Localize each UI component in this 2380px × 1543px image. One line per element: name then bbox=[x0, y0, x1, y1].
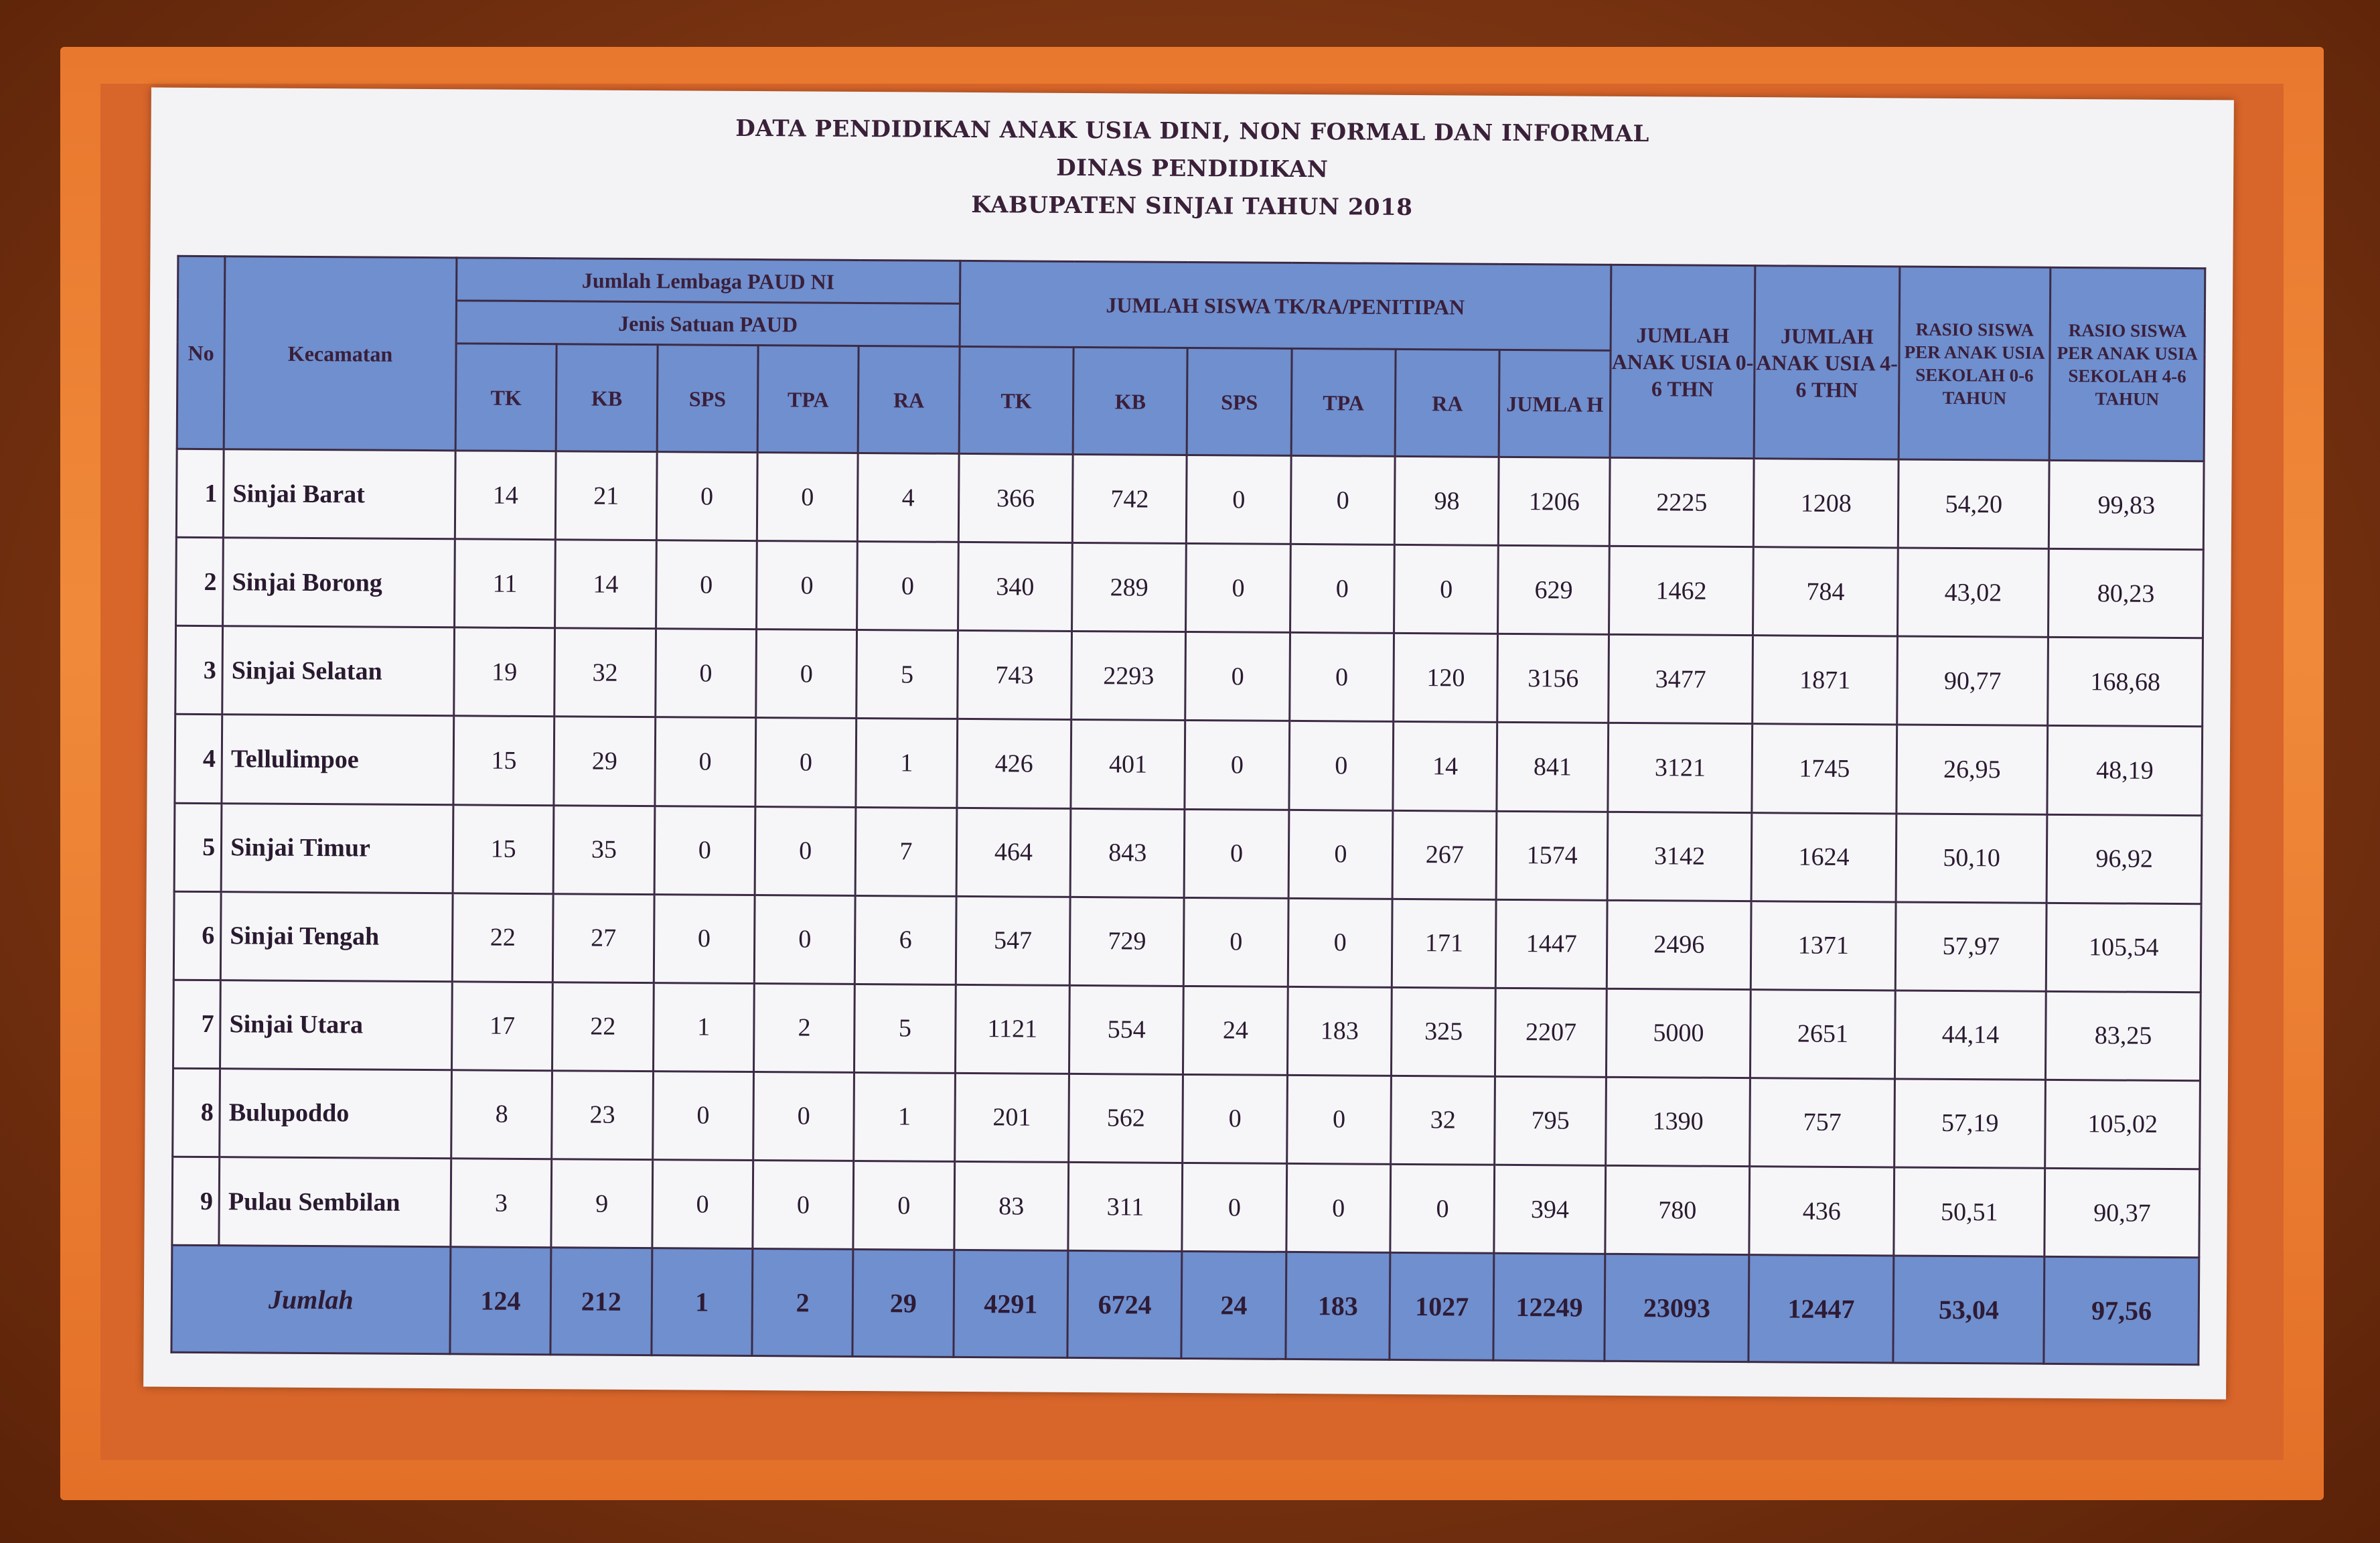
table-cell: 0 bbox=[1288, 898, 1392, 987]
table-cell: 0 bbox=[1185, 809, 1289, 898]
table-cell: 6 bbox=[855, 895, 956, 984]
header-lembaga-sps: SPS bbox=[657, 345, 758, 453]
table-cell: 340 bbox=[958, 542, 1072, 632]
total-cell: 2 bbox=[752, 1249, 853, 1357]
table-cell: 83,25 bbox=[2046, 991, 2201, 1081]
total-cell: 183 bbox=[1286, 1252, 1390, 1360]
table-cell: 436 bbox=[1749, 1167, 1894, 1256]
table-cell: 14 bbox=[455, 451, 556, 540]
table-cell: 1206 bbox=[1499, 457, 1610, 546]
total-cell: 212 bbox=[550, 1248, 652, 1355]
table-cell: 0 bbox=[753, 1161, 854, 1250]
table-cell: 757 bbox=[1750, 1078, 1894, 1167]
table-cell: 1447 bbox=[1496, 899, 1607, 988]
table-cell: 1 bbox=[856, 719, 957, 808]
table-cell: 0 bbox=[1184, 897, 1288, 986]
table-cell: 289 bbox=[1072, 543, 1187, 632]
table-cell: 0 bbox=[1390, 1164, 1495, 1253]
table-cell: 0 bbox=[1289, 721, 1394, 810]
table-cell: 366 bbox=[958, 453, 1073, 542]
table-cell: 0 bbox=[757, 453, 858, 542]
header-jenis-group: Jenis Satuan PAUD bbox=[456, 301, 960, 347]
table-cell: 2207 bbox=[1495, 988, 1607, 1077]
table-cell: 43,02 bbox=[1897, 548, 2049, 638]
title-line-2: DINAS PENDIDIKAN bbox=[1056, 154, 1329, 183]
kecamatan-name: Sinjai Tengah bbox=[220, 891, 453, 981]
kecamatan-name: Sinjai Utara bbox=[220, 980, 453, 1070]
header-siswa-ra: RA bbox=[1395, 349, 1499, 457]
table-cell: 0 bbox=[753, 1072, 854, 1161]
table-row bbox=[175, 715, 2203, 816]
table-cell: 0 bbox=[857, 542, 958, 631]
table-cell: 780 bbox=[1605, 1165, 1750, 1254]
total-cell: 1027 bbox=[1390, 1252, 1494, 1360]
header-rasio-0-6: RASIO SISWA PER ANAK USIA SEKOLAH 0-6 TAHUN bbox=[1899, 267, 2051, 460]
kecamatan-name: Sinjai Selatan bbox=[222, 626, 455, 716]
table-cell: 90,37 bbox=[2044, 1168, 2199, 1258]
table-cell: 394 bbox=[1494, 1165, 1605, 1254]
table-cell: 729 bbox=[1069, 897, 1184, 986]
table-cell: 0 bbox=[754, 895, 855, 984]
table-cell: 27 bbox=[553, 893, 654, 982]
total-cell: 12447 bbox=[1749, 1255, 1893, 1363]
table-cell: 201 bbox=[954, 1073, 1069, 1162]
table-cell: 3142 bbox=[1607, 812, 1752, 901]
header-lembaga-tk: TK bbox=[455, 344, 556, 451]
table-cell: 54,20 bbox=[1898, 459, 2049, 549]
row-number: 2 bbox=[176, 537, 224, 626]
table-row bbox=[173, 980, 2201, 1081]
table-cell: 5000 bbox=[1606, 988, 1751, 1078]
row-number: 6 bbox=[173, 891, 221, 980]
table-cell: 547 bbox=[956, 896, 1070, 985]
header-no: No bbox=[177, 256, 225, 449]
table-cell: 311 bbox=[1068, 1162, 1183, 1251]
table-cell: 83 bbox=[954, 1161, 1069, 1250]
table-cell: 0 bbox=[655, 629, 756, 718]
table-cell: 23 bbox=[552, 1071, 653, 1160]
table-cell: 843 bbox=[1070, 808, 1185, 897]
header-lembaga-group: Jumlah Lembaga PAUD NI bbox=[456, 258, 960, 304]
paud-data-table bbox=[170, 255, 2206, 1366]
table-cell: 120 bbox=[1394, 634, 1498, 723]
total-cell: 124 bbox=[450, 1247, 551, 1355]
table-cell: 98 bbox=[1394, 456, 1499, 545]
table-cell: 426 bbox=[957, 719, 1071, 808]
table-cell: 0 bbox=[656, 452, 757, 541]
table-cell: 3477 bbox=[1609, 635, 1753, 724]
table-cell: 0 bbox=[1286, 1163, 1391, 1252]
table-cell: 11 bbox=[454, 539, 555, 628]
total-cell: 97,56 bbox=[2044, 1256, 2199, 1364]
table-row bbox=[175, 626, 2203, 727]
table-cell: 2225 bbox=[1609, 457, 1754, 546]
table-cell: 19 bbox=[454, 628, 555, 717]
table-cell: 554 bbox=[1069, 985, 1184, 1074]
table-cell: 401 bbox=[1071, 720, 1185, 809]
document-title bbox=[151, 106, 2234, 232]
table-cell: 841 bbox=[1497, 723, 1608, 812]
table-cell: 14 bbox=[555, 540, 656, 629]
table-cell: 0 bbox=[1286, 1075, 1391, 1164]
table-cell: 7 bbox=[855, 807, 956, 896]
table-cell: 1574 bbox=[1497, 811, 1608, 900]
table-cell: 1871 bbox=[1753, 636, 1897, 725]
table-cell: 0 bbox=[655, 717, 756, 806]
header-kecamatan: Kecamatan bbox=[224, 256, 457, 451]
table-cell: 22 bbox=[452, 893, 553, 982]
table-cell: 0 bbox=[1394, 544, 1499, 634]
table-cell: 21 bbox=[556, 451, 657, 540]
table-cell: 1208 bbox=[1754, 459, 1899, 548]
header-siswa-tpa: TPA bbox=[1291, 348, 1396, 456]
table-cell: 0 bbox=[654, 806, 755, 895]
table-cell: 96,92 bbox=[2047, 814, 2201, 904]
header-lembaga-tpa: TPA bbox=[757, 346, 859, 453]
table-cell: 0 bbox=[1290, 455, 1395, 544]
table-cell: 32 bbox=[554, 628, 656, 717]
table-cell: 1 bbox=[854, 1072, 955, 1161]
table-cell: 1390 bbox=[1606, 1077, 1751, 1166]
table-cell: 9 bbox=[551, 1159, 652, 1248]
table-cell: 0 bbox=[853, 1161, 954, 1250]
table-cell: 0 bbox=[1290, 633, 1394, 722]
table-cell: 0 bbox=[654, 894, 755, 983]
table-row bbox=[176, 449, 2204, 550]
table-cell: 105,54 bbox=[2047, 903, 2201, 993]
table-cell: 0 bbox=[756, 541, 857, 630]
table-cell: 4 bbox=[858, 453, 959, 542]
table-cell: 464 bbox=[956, 808, 1071, 897]
table-cell: 57,19 bbox=[1894, 1079, 2045, 1169]
table-cell: 795 bbox=[1495, 1076, 1606, 1165]
table-cell: 5 bbox=[857, 630, 958, 719]
total-row bbox=[171, 1245, 2199, 1364]
table-cell: 15 bbox=[453, 716, 554, 805]
table-cell: 0 bbox=[1187, 455, 1291, 544]
table-row bbox=[173, 1068, 2201, 1169]
kecamatan-name: Sinjai Timur bbox=[221, 803, 453, 893]
header-siswa-tk: TK bbox=[959, 346, 1073, 454]
table-cell: 105,02 bbox=[2045, 1080, 2200, 1169]
table-cell: 35 bbox=[553, 805, 654, 894]
table-cell: 629 bbox=[1498, 545, 1609, 634]
table-cell: 0 bbox=[756, 630, 857, 719]
row-number: 5 bbox=[174, 803, 222, 892]
table-cell: 0 bbox=[656, 540, 757, 630]
table-cell: 1462 bbox=[1609, 546, 1753, 635]
table-cell: 5 bbox=[854, 984, 956, 1073]
kecamatan-name: Pulau Sembilan bbox=[219, 1157, 451, 1247]
table-cell: 0 bbox=[1185, 632, 1290, 721]
table-cell: 171 bbox=[1392, 899, 1496, 988]
total-label: Jumlah bbox=[171, 1245, 451, 1353]
title-line-1: DATA PENDIDIKAN ANAK USIA DINI, NON FORMAL DAN INFORMAL bbox=[735, 115, 1650, 148]
table-cell: 14 bbox=[1393, 722, 1497, 811]
total-cell: 6724 bbox=[1067, 1251, 1182, 1359]
table-row bbox=[174, 803, 2202, 904]
table-cell: 1624 bbox=[1751, 812, 1896, 901]
table-cell: 0 bbox=[652, 1160, 753, 1249]
header-siswa-kb: KB bbox=[1073, 347, 1187, 455]
table-cell: 183 bbox=[1287, 986, 1392, 1076]
table-cell: 50,51 bbox=[1894, 1167, 2045, 1257]
row-number: 1 bbox=[176, 449, 224, 538]
kecamatan-name: Tellulimpoe bbox=[222, 715, 454, 804]
table-cell: 1371 bbox=[1751, 901, 1896, 990]
table-cell: 17 bbox=[451, 982, 552, 1071]
table-cell: 267 bbox=[1392, 810, 1497, 899]
table-cell: 562 bbox=[1069, 1074, 1183, 1163]
table-cell: 2293 bbox=[1071, 632, 1186, 721]
total-cell: 23093 bbox=[1605, 1254, 1749, 1362]
table-cell: 325 bbox=[1392, 987, 1496, 1076]
table-cell: 0 bbox=[1185, 721, 1289, 810]
header-anak-4-6: JUMLAH ANAK USIA 4-6 THN bbox=[1754, 266, 1899, 459]
table-cell: 0 bbox=[755, 718, 857, 807]
table-cell: 0 bbox=[1186, 544, 1290, 633]
row-number: 7 bbox=[173, 980, 221, 1069]
header-lembaga-kb: KB bbox=[556, 344, 657, 452]
kecamatan-name: Sinjai Borong bbox=[223, 538, 455, 628]
table-row bbox=[173, 891, 2201, 993]
header-siswa-sps: SPS bbox=[1187, 348, 1292, 455]
table-cell: 2651 bbox=[1751, 989, 1895, 1078]
header-siswa-jumlah: JUMLA H bbox=[1499, 350, 1611, 457]
table-cell: 3 bbox=[451, 1159, 552, 1248]
table-cell: 15 bbox=[453, 804, 554, 893]
kecamatan-name: Bulupoddo bbox=[220, 1069, 452, 1159]
header-siswa-group: JUMLAH SISWA TK/RA/PENITIPAN bbox=[960, 261, 1611, 350]
table-cell: 22 bbox=[552, 982, 654, 1071]
table-cell: 0 bbox=[1183, 1074, 1287, 1163]
table-cell: 3156 bbox=[1497, 634, 1609, 723]
table-cell: 26,95 bbox=[1896, 725, 2048, 814]
table-cell: 2496 bbox=[1607, 900, 1751, 989]
table-cell: 743 bbox=[957, 631, 1071, 720]
total-cell: 1 bbox=[652, 1248, 753, 1356]
document-sheet bbox=[143, 88, 2234, 1400]
total-cell: 29 bbox=[852, 1250, 954, 1357]
table-cell: 1121 bbox=[955, 984, 1069, 1074]
table-cell: 8 bbox=[451, 1070, 552, 1159]
table-cell: 57,97 bbox=[1895, 902, 2047, 992]
header-rasio-4-6: RASIO SISWA PER ANAK USIA SEKOLAH 4-6 TAHUN bbox=[2049, 267, 2205, 461]
table-row bbox=[172, 1157, 2200, 1258]
title-line-3: KABUPATEN SINJAI TAHUN 2018 bbox=[971, 192, 1413, 222]
header-anak-0-6: JUMLAH ANAK USIA 0-6 THN bbox=[1610, 265, 1755, 458]
table-cell: 1 bbox=[653, 982, 754, 1072]
total-cell: 53,04 bbox=[1893, 1256, 2044, 1364]
table-cell: 50,10 bbox=[1896, 813, 2047, 903]
table-cell: 0 bbox=[1288, 810, 1393, 899]
table-cell: 2 bbox=[753, 983, 854, 1072]
table-cell: 784 bbox=[1753, 547, 1898, 636]
table-cell: 0 bbox=[1290, 544, 1394, 634]
table-row bbox=[176, 537, 2204, 638]
table-cell: 29 bbox=[554, 717, 655, 806]
table-cell: 742 bbox=[1072, 454, 1187, 543]
kecamatan-name: Sinjai Barat bbox=[224, 449, 456, 539]
table-cell: 24 bbox=[1183, 986, 1288, 1075]
row-number: 8 bbox=[173, 1068, 220, 1157]
row-number: 3 bbox=[175, 626, 223, 715]
total-cell: 12249 bbox=[1493, 1253, 1605, 1361]
total-cell: 24 bbox=[1181, 1252, 1286, 1360]
table-cell: 168,68 bbox=[2048, 638, 2203, 727]
table-cell: 0 bbox=[652, 1071, 753, 1160]
table-cell: 0 bbox=[1182, 1163, 1286, 1252]
table-cell: 80,23 bbox=[2049, 548, 2203, 638]
table-cell: 44,14 bbox=[1894, 990, 2046, 1080]
table-cell: 0 bbox=[755, 806, 856, 895]
table-cell: 90,77 bbox=[1897, 636, 2049, 726]
table-cell: 32 bbox=[1391, 1076, 1495, 1165]
table-cell: 99,83 bbox=[2049, 460, 2204, 550]
table-cell: 48,19 bbox=[2047, 726, 2202, 816]
total-cell: 4291 bbox=[954, 1250, 1068, 1357]
table-cell: 1745 bbox=[1752, 724, 1896, 813]
row-number: 9 bbox=[172, 1157, 220, 1246]
row-number: 4 bbox=[175, 715, 222, 804]
header-lembaga-ra: RA bbox=[858, 346, 959, 453]
table-cell: 3121 bbox=[1608, 723, 1753, 812]
